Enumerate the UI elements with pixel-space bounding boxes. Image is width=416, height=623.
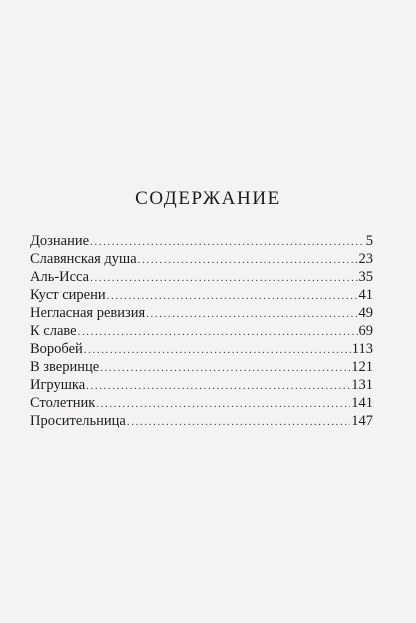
toc-entry (30, 304, 373, 322)
dot-leader (90, 233, 365, 251)
toc-entry (30, 394, 373, 412)
toc-page-number: 131 (351, 377, 373, 393)
toc-page-number: 23 (358, 251, 373, 267)
dot-leader (138, 251, 358, 269)
toc-page-number: 41 (358, 287, 373, 303)
toc-page-number: 35 (358, 269, 373, 285)
toc-entry-title: Воробей (30, 341, 83, 357)
toc-entry-title: Столетник (30, 395, 96, 411)
dot-leader (96, 395, 350, 413)
toc-page-number: 113 (351, 341, 373, 357)
toc-page-number: 121 (351, 359, 373, 375)
toc-heading: СОДЕРЖАНИЕ (135, 188, 281, 209)
dot-leader (146, 305, 357, 323)
toc-entry-title: В зверинце (30, 359, 100, 375)
toc-entry-title: Просительница (30, 413, 126, 429)
dot-leader (127, 413, 350, 431)
toc-entry (30, 322, 373, 340)
toc-page-number: 5 (365, 233, 373, 249)
toc-page-number: 141 (351, 395, 373, 411)
toc-entry-title: Игрушка (30, 377, 86, 393)
toc-entry (30, 286, 373, 304)
toc-entry (30, 376, 373, 394)
dot-leader (78, 323, 358, 341)
toc-entry-title: Славянская душа (30, 251, 137, 267)
toc-entry (30, 340, 373, 358)
toc-entry (30, 412, 373, 430)
toc-page-number: 147 (351, 413, 373, 429)
dot-leader (107, 287, 358, 305)
dot-leader (84, 341, 351, 359)
toc-entry-title: К славе (30, 323, 77, 339)
toc-entry-title: Дознание (30, 233, 90, 249)
toc-entry (30, 250, 373, 268)
table-of-contents (30, 232, 373, 430)
toc-entry (30, 268, 373, 286)
toc-page-number: 49 (358, 305, 373, 321)
toc-entry-title: Негласная ревизия (30, 305, 146, 321)
toc-entry (30, 358, 373, 376)
toc-entry (30, 232, 373, 250)
toc-page-number: 69 (358, 323, 373, 339)
toc-entry-title: Аль-Исса (30, 269, 90, 285)
toc-entry-title: Куст сирени (30, 287, 106, 303)
dot-leader (100, 359, 350, 377)
dot-leader (86, 377, 350, 395)
dot-leader (90, 269, 357, 287)
